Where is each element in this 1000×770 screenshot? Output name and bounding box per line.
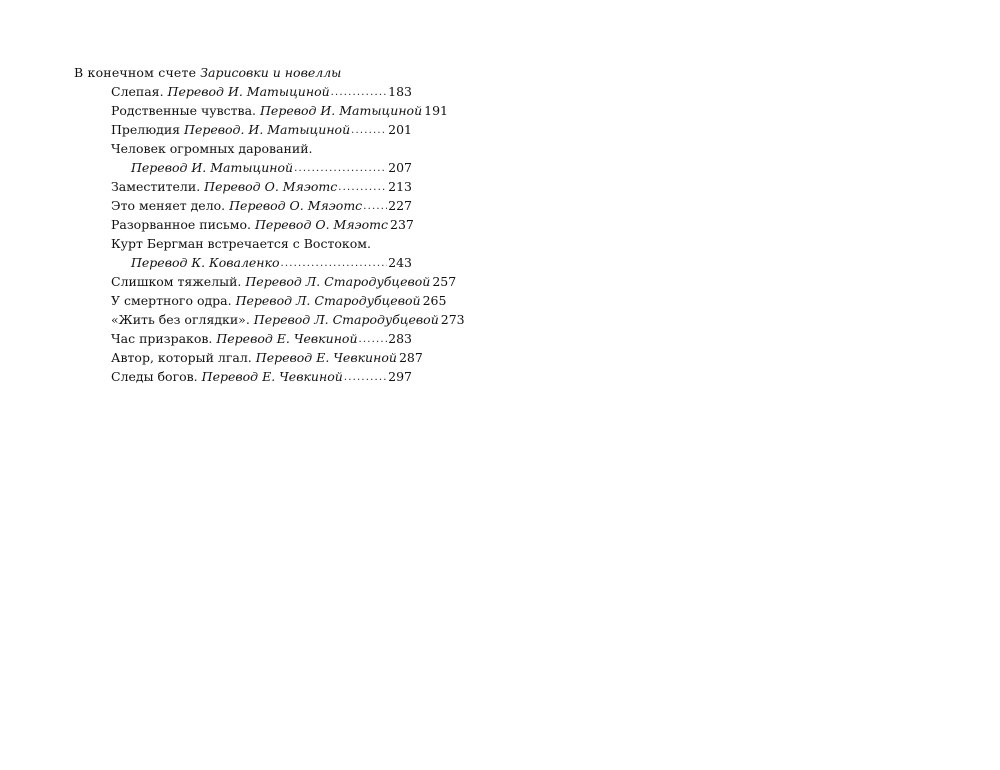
entry-title: Это меняет дело. <box>111 198 226 213</box>
entry-translator: Перевод Е. Чевкиной <box>255 350 397 365</box>
toc-entry <box>111 120 412 139</box>
table-of-contents <box>74 63 465 386</box>
dot-leader <box>359 328 388 349</box>
entry-translator: Перевод. И. Матыциной <box>184 122 351 137</box>
entry-page: 273 <box>440 312 465 327</box>
entry-page: 227 <box>388 198 412 213</box>
toc-entry <box>111 177 412 196</box>
entry-page: 283 <box>388 331 412 346</box>
dot-leader <box>338 176 387 197</box>
entry-translator: Перевод К. Коваленко <box>131 255 280 270</box>
entry-page: 297 <box>388 369 412 384</box>
entry-translator: Перевод Е. Чевкиной <box>201 369 343 384</box>
entry-page: 207 <box>388 160 412 175</box>
entry-title: Заместители. <box>111 179 201 194</box>
toc-entry <box>111 367 412 386</box>
toc-entry <box>111 196 412 215</box>
entry-page: 213 <box>388 179 412 194</box>
toc-entry <box>111 291 447 310</box>
entry-translator: Перевод О. Мяэотс <box>229 198 363 213</box>
entry-page: 191 <box>424 103 448 118</box>
toc-entry <box>111 101 448 120</box>
entry-translator: Перевод И. Матыциной <box>131 160 294 175</box>
entry-title: «Жить без оглядки». <box>111 312 250 327</box>
section-subtitle: Зарисовки и новеллы <box>200 65 342 80</box>
entry-title: Прелюдия <box>111 122 181 137</box>
dot-leader <box>281 252 388 273</box>
entry-translator: Перевод Е. Чевкиной <box>216 331 358 346</box>
entry-translator: Перевод И. Матыциной <box>260 103 423 118</box>
entry-title: Разорванное письмо. <box>111 217 251 232</box>
entry-title: Слепая. <box>111 84 164 99</box>
entry-page: 237 <box>390 217 414 232</box>
dot-leader <box>351 119 387 140</box>
entry-title: Час призраков. <box>111 331 213 346</box>
toc-entry <box>111 82 412 101</box>
entry-page: 243 <box>388 255 412 270</box>
entry-title: У смертного одра. <box>111 293 232 308</box>
entry-title: Родственные чувства. <box>111 103 257 118</box>
section-title: В конечном счете <box>74 65 197 80</box>
entry-translator: Перевод Л. Стародубцевой <box>253 312 439 327</box>
dot-leader <box>344 366 387 387</box>
entry-title: Автор, который лгал. <box>111 350 252 365</box>
entry-title: Человек огромных дарований. <box>111 141 313 156</box>
entry-page: 287 <box>398 350 423 365</box>
toc-entry <box>111 272 457 291</box>
entry-title: Курт Бергман встречается с Востоком. <box>111 236 371 251</box>
toc-entry <box>111 139 412 177</box>
entry-title: Слишком тяжелый. <box>111 274 242 289</box>
toc-entry <box>111 348 423 367</box>
dot-leader <box>363 195 387 216</box>
dot-leader <box>331 81 387 102</box>
entry-translator: Перевод И. Матыциной <box>167 84 330 99</box>
toc-entry <box>111 310 465 329</box>
section-heading <box>74 63 412 82</box>
dot-leader <box>294 157 387 178</box>
entry-page: 257 <box>432 274 457 289</box>
entry-translator: Перевод О. Мяэотс <box>254 217 388 232</box>
entry-translator: Перевод Л. Стародубцевой <box>235 293 421 308</box>
entry-page: 201 <box>388 122 412 137</box>
entry-page: 265 <box>422 293 447 308</box>
entry-title: Следы богов. <box>111 369 198 384</box>
entry-translator: Перевод О. Мяэотс <box>204 179 338 194</box>
entry-translator: Перевод Л. Стародубцевой <box>245 274 431 289</box>
toc-entry <box>111 329 412 348</box>
toc-entry <box>111 234 412 272</box>
entry-page: 183 <box>388 84 412 99</box>
toc-entry <box>111 215 412 234</box>
